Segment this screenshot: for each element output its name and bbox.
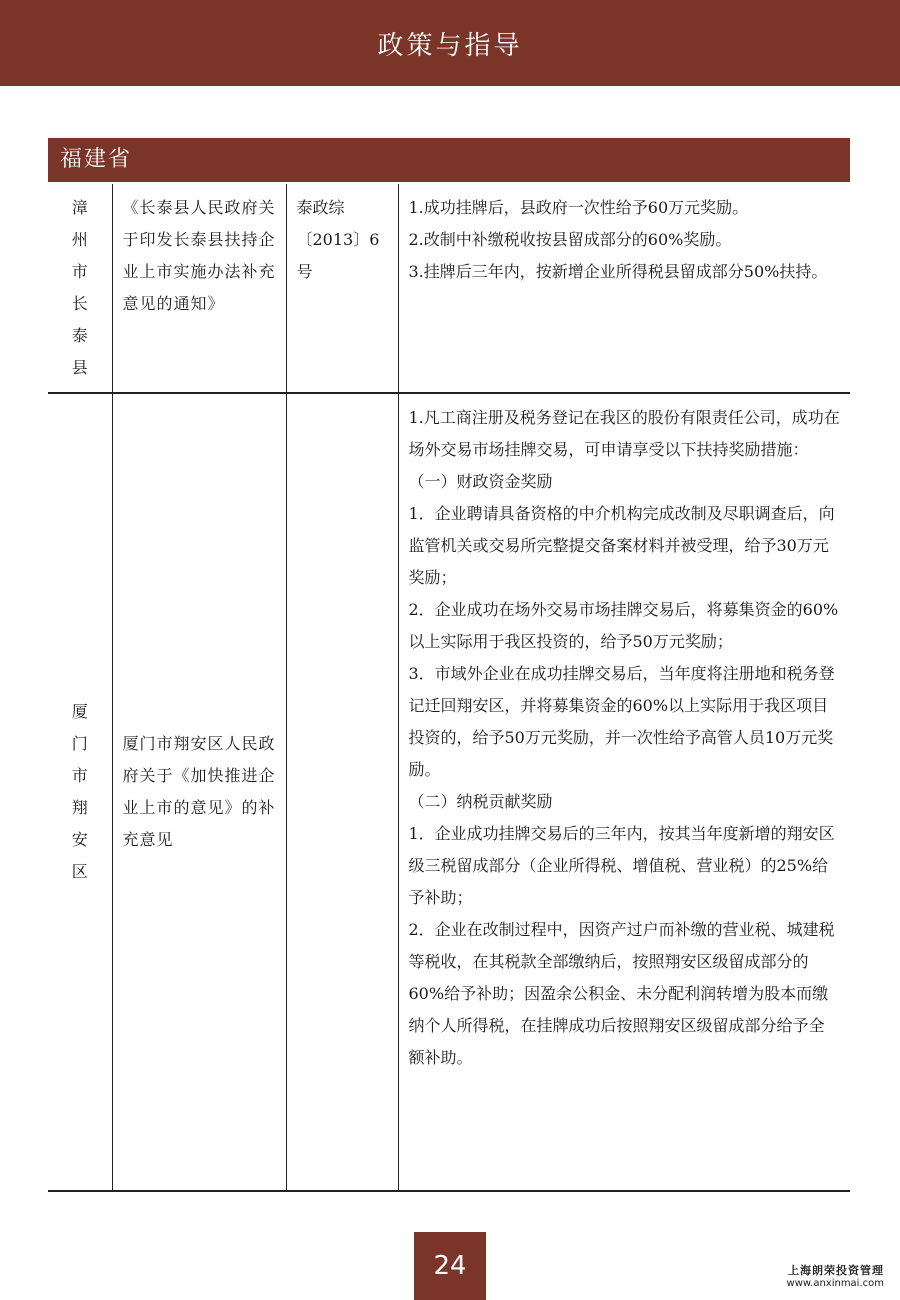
- region-char: 县: [71, 358, 88, 377]
- measure-item: 3.挂牌后三年内，按新增企业所得税县留成部分50%扶持。: [408, 262, 828, 281]
- measures-cell: [398, 184, 850, 393]
- region-char: 州: [71, 230, 88, 249]
- banner-title: 政策与指导: [377, 30, 523, 61]
- measures-cell: [398, 393, 850, 1191]
- document-number: 泰政综〔2013〕6号: [286, 184, 398, 393]
- table-row: [48, 184, 850, 393]
- measure-item: 1．企业聘请具备资格的中介机构完成改制及尽职调查后，向监管机关或交易所完整提交备案材料并被受理，给予30万元奖励；: [408, 504, 835, 587]
- table-row: [48, 393, 850, 1191]
- measure-item: （二）纳税贡献奖励: [408, 792, 553, 811]
- page-number-label: 24: [433, 1251, 467, 1281]
- page-number: [414, 1232, 486, 1300]
- measure-item: 1.凡工商注册及税务登记在我区的股份有限责任公司，成功在场外交易市场挂牌交易，可申请享受以下扶持奖励措施：: [408, 408, 840, 459]
- region-char: 厦: [71, 702, 88, 721]
- region-cell: [48, 184, 112, 393]
- region-cell: [48, 393, 112, 1191]
- measure-item: 2.改制中补缴税收按县留成部分的60%奖励。: [408, 230, 732, 249]
- policy-table: [48, 184, 850, 1192]
- measure-item: 2．企业在改制过程中，因资产过户而补缴的营业税、城建税等税收，在其税款全部缴纳后，按照翔安区级留成部分的60%给予补助；因盈余公积金、未分配利润转增为股本而缴纳个人所得税，在挂牌成功后按照翔安区级留成部分给予全额补助。: [408, 920, 835, 1067]
- region-char: 泰: [71, 326, 88, 345]
- measure-item: 2．企业成功在场外交易市场挂牌交易后，将募集资金的60%以上实际用于我区投资的，给予50万元奖励；: [408, 600, 839, 651]
- region-char: 市: [71, 766, 88, 785]
- region-char: 翔: [71, 798, 88, 817]
- region-char: 区: [71, 862, 88, 881]
- province-label: 福建省: [60, 147, 133, 172]
- company-footer: [787, 1262, 884, 1289]
- region-char: 安: [71, 830, 88, 849]
- page-banner: [0, 0, 900, 86]
- document-number: [286, 393, 398, 1191]
- measure-item: 1．企业成功挂牌交易后的三年内，按其当年度新增的翔安区级三税留成部分（企业所得税、增值税、营业税）的25%给予补助；: [408, 824, 835, 907]
- measure-item: 1.成功挂牌后，县政府一次性给予60万元奖励。: [408, 198, 749, 217]
- region-char: 长: [71, 294, 88, 313]
- province-header: [48, 138, 850, 182]
- measure-item: 3．市域外企业在成功挂牌交易后，当年度将注册地和税务登记迁回翔安区，并将募集资金的60%以上实际用于我区项目投资的，给予50万元奖励，并一次性给予高管人员10万元奖励。: [408, 664, 835, 779]
- company-website: www.anxinmai.com: [786, 1278, 884, 1289]
- company-name: 上海朗荣投资管理: [788, 1264, 884, 1277]
- document-title: 《长泰县人民政府关于印发长泰县扶持企业上市实施办法补充意见的通知》: [112, 184, 286, 393]
- document-title: 厦门市翔安区人民政府关于《加快推进企业上市的意见》的补充意见: [112, 393, 286, 1191]
- region-char: 门: [71, 734, 88, 753]
- region-char: 市: [71, 262, 88, 281]
- measure-item: （一）财政资金奖励: [408, 472, 553, 491]
- region-char: 漳: [71, 198, 88, 217]
